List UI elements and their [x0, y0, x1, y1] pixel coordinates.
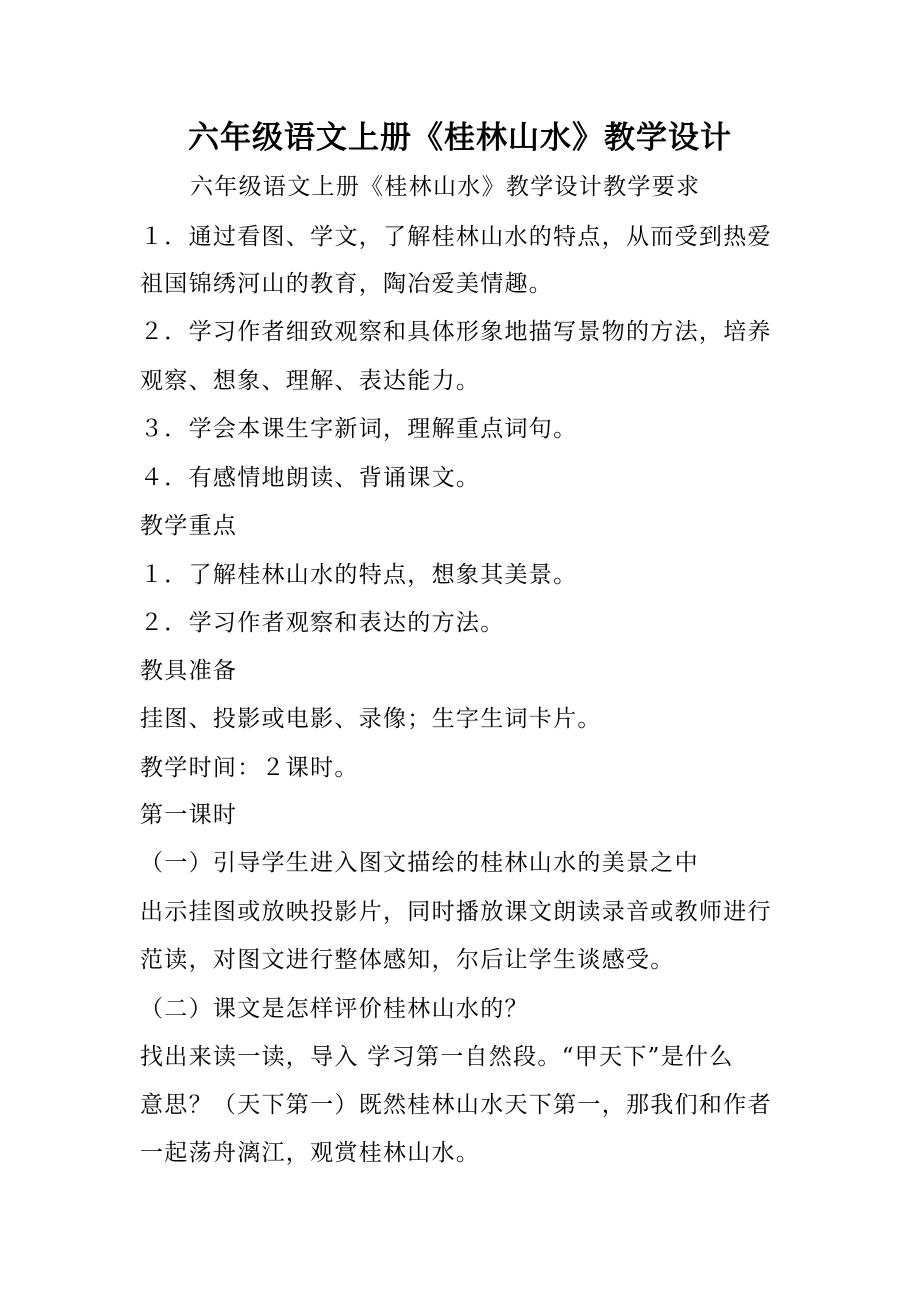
body-line: １．了解桂林山水的特点，想象其美景。: [140, 562, 578, 588]
body-line: （二）课文是怎样评价桂林山水的？: [140, 996, 529, 1022]
body-line: 范读，对图文进行整体感知，尔后让学生谈感受。: [140, 947, 675, 973]
document-subtitle: 六年级语文上册《桂林山水》教学设计教学要求: [190, 174, 701, 200]
body-line: 出示挂图或放映投影片，同时播放课文朗读录音或教师进行: [140, 899, 772, 925]
body-line: 找出来读一读，导入 学习第一自然段。“甲天下”是什么: [140, 1044, 734, 1070]
body-line: 观察、想象、理解、表达能力。: [140, 368, 481, 394]
body-line: ３．学会本课生字新词，理解重点词句。: [140, 416, 578, 442]
body-line: ２．学习作者观察和表达的方法。: [140, 610, 505, 636]
body-line: ４．有感情地朗读、背诵课文。: [140, 465, 481, 491]
body-line: 教学时间：２课时。: [140, 755, 359, 781]
body-line: 意思？（天下第一）既然桂林山水天下第一，那我们和作者: [140, 1092, 772, 1118]
body-line: （一）引导学生进入图文描绘的桂林山水的美景之中: [140, 850, 699, 876]
section-heading: 教具准备: [140, 658, 238, 684]
body-line: ２．学习作者细致观察和具体形象地描写景物的方法，培养: [140, 319, 772, 345]
section-heading: 第一课时: [140, 802, 238, 828]
document-title: 六年级语文上册《桂林山水》教学设计: [188, 120, 732, 156]
body-line: 一起荡舟漓江，观赏桂林山水。: [140, 1140, 481, 1166]
body-line: １．通过看图、学文，了解桂林山水的特点，从而受到热爱: [140, 224, 772, 250]
body-line: 挂图、投影或电影、录像；生字生词卡片。: [140, 706, 602, 732]
section-heading: 教学重点: [140, 513, 238, 539]
body-line: 祖国锦绣河山的教育，陶冶爱美情趣。: [140, 271, 554, 297]
